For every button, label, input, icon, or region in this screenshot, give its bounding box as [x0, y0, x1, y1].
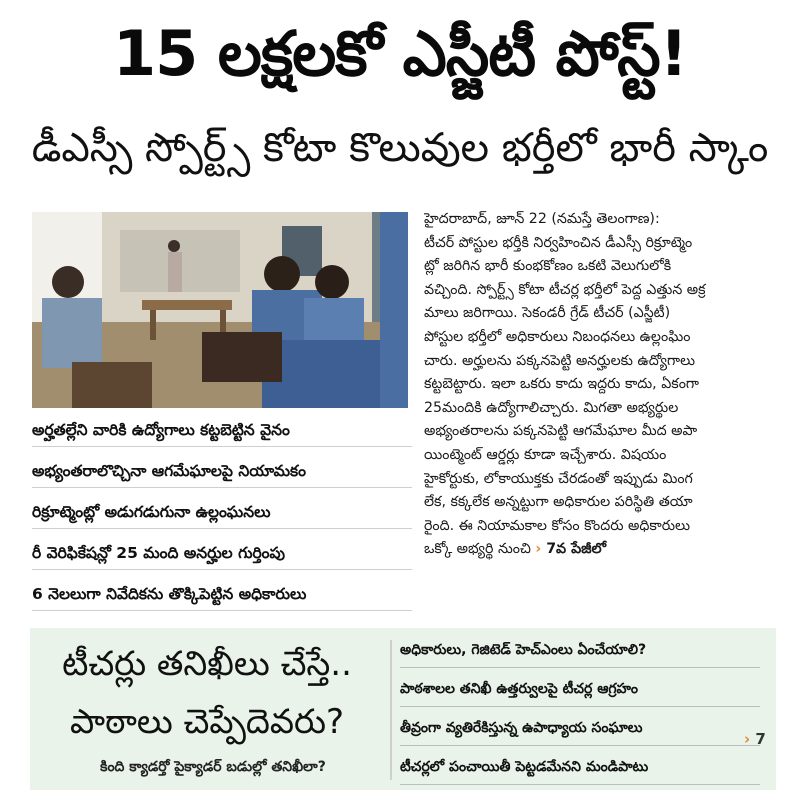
- box-title-line-1: టీచర్లు తనిఖీలు చేస్తే..: [62, 644, 352, 684]
- box-divider: [390, 640, 392, 780]
- subheadline: డీఎస్సీ స్పోర్ట్స్ కోటా కొలువుల భర్తీలో భారీ స్కాం: [31, 125, 769, 171]
- article-line: ట్లో జరిగిన భారీ కుంభకోణం ఒకటి వెలుగులోకి: [424, 258, 672, 275]
- continued-on-page[interactable]: 7వ పేజీలో: [546, 541, 607, 558]
- bullet-item: అర్హతల్లేని వారికి ఉద్యోగాలు కట్టబెట్టిన వైనం: [32, 414, 412, 447]
- article-line: హైకోర్టుకు, లోకాయుక్తకు చేరడంతో ఇప్పుడు మింగ: [424, 470, 693, 487]
- article-body: [424, 208, 776, 562]
- classroom-photo: [32, 212, 408, 408]
- box-title-line-2: పాఠాలు చెప్పేదెవరు?: [69, 702, 345, 742]
- article-line: యింట్మెంట్ ఆర్డర్లు కూడా ఇచ్చేశారు. విషయం: [424, 446, 667, 463]
- article-line: అభ్యంతరాలను పక్కనపెట్టి ఆగమేఘాల మీద అపా: [424, 423, 698, 440]
- bullet-item: రిక్రూట్మెంట్లో అడుగడుగునా ఉల్లంఘనలు: [32, 496, 412, 529]
- article-last-line: [424, 538, 776, 562]
- side-item: టీచర్లలో పంచాయితీ పెట్టడమేనని మండిపాటు: [400, 751, 760, 785]
- article-line: రైంది. ఈ నియామకాల కోసం కొందరు అధికారులు: [424, 517, 691, 534]
- bullet-item: 6 నెలలుగా నివేదికను తొక్కిపెట్టిన అధికారులు: [32, 578, 412, 611]
- headline: 15 లక్షలకో ఎస్జీటీ పోస్ట్!: [113, 17, 687, 90]
- side-item: అధికారులు, గెజిటెడ్ హెచ్ఎంలు ఏంచేయాలి?: [400, 634, 760, 668]
- bullet-list: [32, 414, 412, 619]
- article-line: లేక, కక్కలేక అన్నట్టుగా అధికారుల పరిస్థితి తయా: [424, 494, 693, 511]
- article-last-text: ఒక్కో అభ్యర్థి నుంచి: [424, 541, 531, 558]
- article-line: మాలు జరిగాయి. సెకండరీ గ్రేడ్ టీచర్ (ఎస్జీటీ): [424, 305, 671, 322]
- article-line: వచ్చింది. స్పోర్ట్స్ కోటా టీచర్ల భర్తీలో పెద్ద ఎత్తున అక్ర: [424, 281, 706, 298]
- side-page-ref[interactable]: [744, 730, 766, 748]
- bullet-item: అభ్యంతరాలొచ్చినా ఆగమేఘాలపై నియామకం: [32, 455, 412, 488]
- side-item: తీవ్రంగా వ్యతిరేకిస్తున్న ఉపాధ్యాయ సంఘాలు: [400, 712, 760, 746]
- box-subline: కింది క్యాడర్తో పైక్యాడర్ బడుల్లో తనిఖీలా?: [100, 759, 326, 775]
- article-line: 25మందికి ఉద్యోగాలిచ్చారు. మిగతా అభ్యర్థుల: [424, 399, 679, 416]
- continue-arrow-icon: ›: [535, 541, 547, 558]
- article-dateline: హైదరాబాద్, జూన్ 22 (నమస్తే తెలంగాణ):: [424, 211, 660, 227]
- chevron-right-icon: ›: [744, 730, 751, 748]
- article-line: కట్టబెట్టారు. ఇలా ఒకరు కాదు ఇద్దరు కాదు, ఏకంగా: [424, 376, 699, 393]
- side-item: పాఠశాలల తనిఖీ ఉత్తర్వులపై టీచర్ల ఆగ్రహం: [400, 673, 760, 707]
- article-line: పోస్టుల భర్తీలో అధికారులు నిబంధనలు ఉల్లంఘిం: [424, 328, 691, 345]
- bullet-item: రీ వెరిఫికేషన్లో 25 మంది అనర్హుల గుర్తింపు: [32, 537, 412, 570]
- article-line: చారు. అర్హులను పక్కనపెట్టి అనర్హులకు ఉద్యోగాలు: [424, 352, 696, 369]
- box-side-list: [400, 634, 760, 790]
- article-line: టీచర్ పోస్టుల భర్తీకి నిర్వహించిన డీఎస్సీ రిక్రూట్మెం: [424, 234, 693, 251]
- side-page-number: 7: [755, 730, 766, 748]
